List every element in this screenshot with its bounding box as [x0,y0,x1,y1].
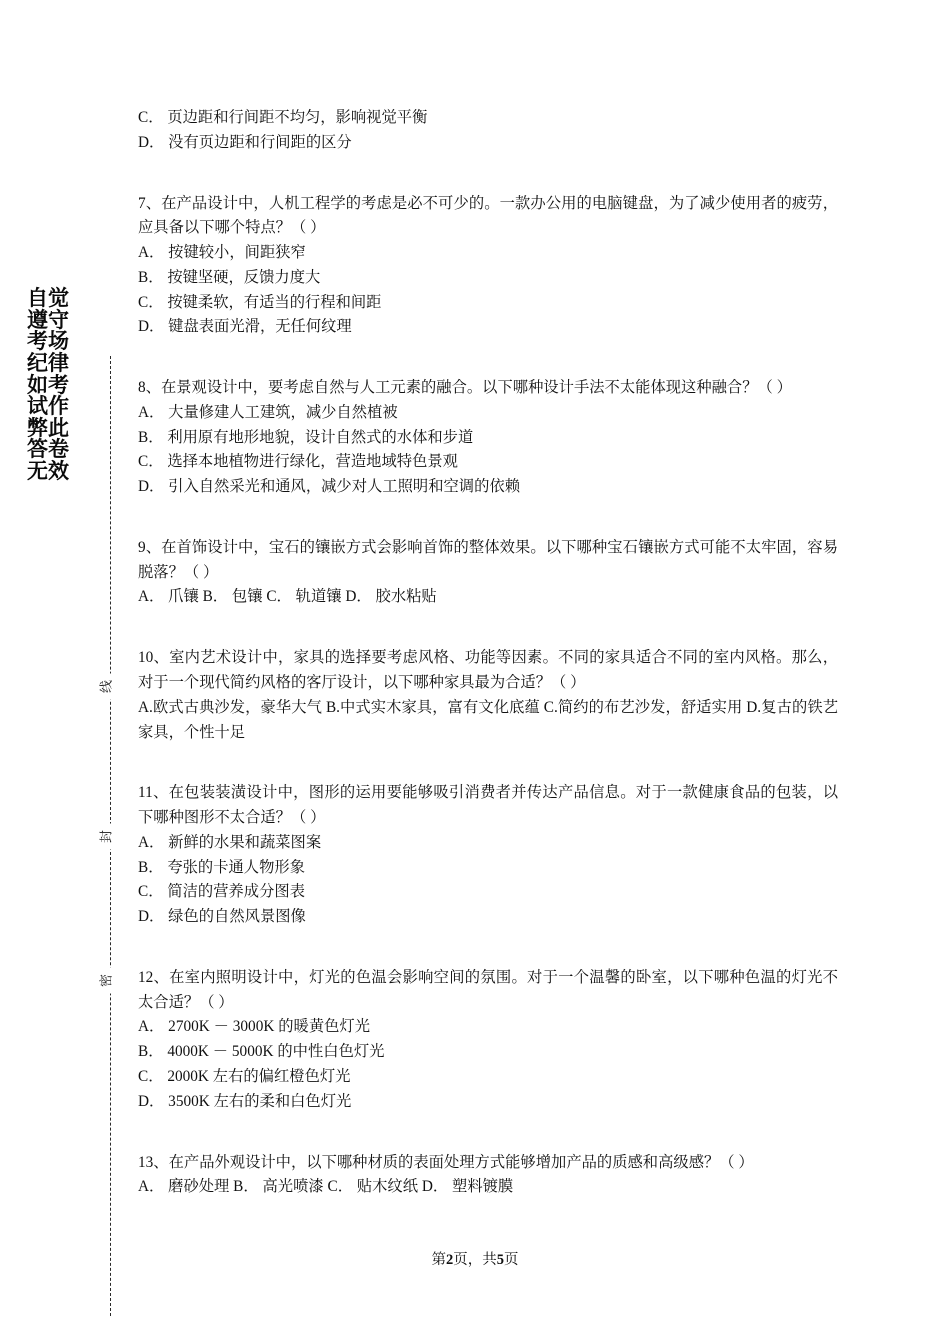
option-item: A． 爪镶 B． 包镶 C． 轨道镶 D． 胶水粘贴 [138,588,437,606]
continued-options-block [138,106,838,156]
option-item: A． 新鲜的水果和蔬菜图案 [138,833,322,851]
option-item: D． 引入自然采光和通风，减少对人工照明和空调的依赖 [138,478,520,496]
spacer [138,1135,838,1151]
question-stem: 8、在景观设计中，要考虑自然与人工元素的融合。以下哪种设计手法不太能体现这种融合？（ ） [138,379,792,397]
option-item: D． 键盘表面光滑，无任何纹理 [138,318,352,336]
question-stem: 12、在室内照明设计中，灯光的色温会影响空间的氛围。对于一个温馨的卧室，以下哪种色温的灯光不太合适？（ ） [138,968,838,1011]
spacer [138,630,838,646]
question-stem: 13、在产品外观设计中，以下哪种材质的表面处理方式能够增加产品的质感和高级感？（ ） [138,1153,754,1171]
question-column [138,106,838,1220]
question-block-10 [138,646,838,745]
seal-slogan-vertical-text: 自觉遵守考场纪律如考试作弊此答卷无效 [27,285,69,483]
question-stem: 11、在包装装潢设计中，图形的运用要能够吸引消费者并传达产品信息。对于一款健康食品的包装，以下哪种图形不太合适？（ ） [138,784,838,827]
question-stem: 10、室内艺术设计中，家具的选择要考虑风格、功能等因素。不同的家具适合不同的室内风格。那么，对于一个现代简约风格的客厅设计，以下哪种家具最为合适？（ ） [138,649,838,692]
question-block-11 [138,781,838,930]
spacer [138,520,838,536]
option-item: D． 绿色的自然风景图像 [138,908,306,926]
option-item: B． 4000K － 5000K 的中性白色灯光 [138,1043,385,1061]
option-item: C． 选择本地植物进行绿化，营造地域特色景观 [138,453,458,471]
option-item: A． 按键较小，间距狭窄 [138,244,306,262]
question-block-12 [138,966,838,1115]
question-block-13 [138,1151,838,1201]
spacer [138,360,838,376]
question-stem: 9、在首饰设计中，宝石的镶嵌方式会影响首饰的整体效果。以下哪种宝石镶嵌方式可能不太牢固，容易脱落？（ ） [138,538,838,581]
option-item: D． 3500K 左右的柔和白色灯光 [138,1092,352,1110]
option-item: B． 利用原有地形地貌，设计自然式的水体和步道 [138,428,474,446]
option-item: B． 按键坚硬，反馈力度大 [138,268,321,286]
fold-mark-feng: 封 [93,824,118,850]
option-item: C． 按键柔软，有适当的行程和间距 [138,293,382,311]
page-footer [0,1248,950,1269]
fold-mark-mi: 密 [93,968,118,994]
fold-mark-xian: 线 [93,674,118,700]
option-item: A． 磨砂处理 B． 高光喷漆 C． 贴木纹纸 D． 塑料镀膜 [138,1178,514,1196]
question-block-8 [138,376,838,500]
option-item: A． 大量修建人工建筑，减少自然植被 [138,403,398,421]
option-item: B． 夸张的卡通人物形象 [138,858,305,876]
footer-middle: 页，共 [453,1252,497,1268]
option-item: C． 简洁的营养成分图表 [138,883,305,901]
footer-total-pages: 5 [496,1252,504,1268]
option-item: A.欧式古典沙发，豪华大气 B.中式实木家具，富有文化底蕴 C.简约的布艺沙发，舒适实用 D.复古的铁艺家具，个性十足 [138,698,838,741]
spacer [138,950,838,966]
question-block-9 [138,536,838,610]
option-item: C． 页边距和行间距不均匀，影响视觉平衡 [138,109,428,126]
option-item: A． 2700K － 3000K 的暖黄色灯光 [138,1018,371,1036]
footer-suffix: 页 [504,1252,519,1268]
option-item: C． 2000K 左右的偏红橙色灯光 [138,1067,351,1085]
question-block-7 [138,192,838,341]
spacer [138,765,838,781]
option-item: D． 没有页边距和行间距的区分 [138,133,352,151]
footer-prefix: 第 [431,1252,446,1268]
question-stem: 7、在产品设计中，人机工程学的考虑是必不可少的。一款办公用的电脑键盘，为了减少使用者的疲劳，应具备以下哪个特点？（ ） [138,194,838,237]
footer-current-page: 2 [446,1252,454,1268]
